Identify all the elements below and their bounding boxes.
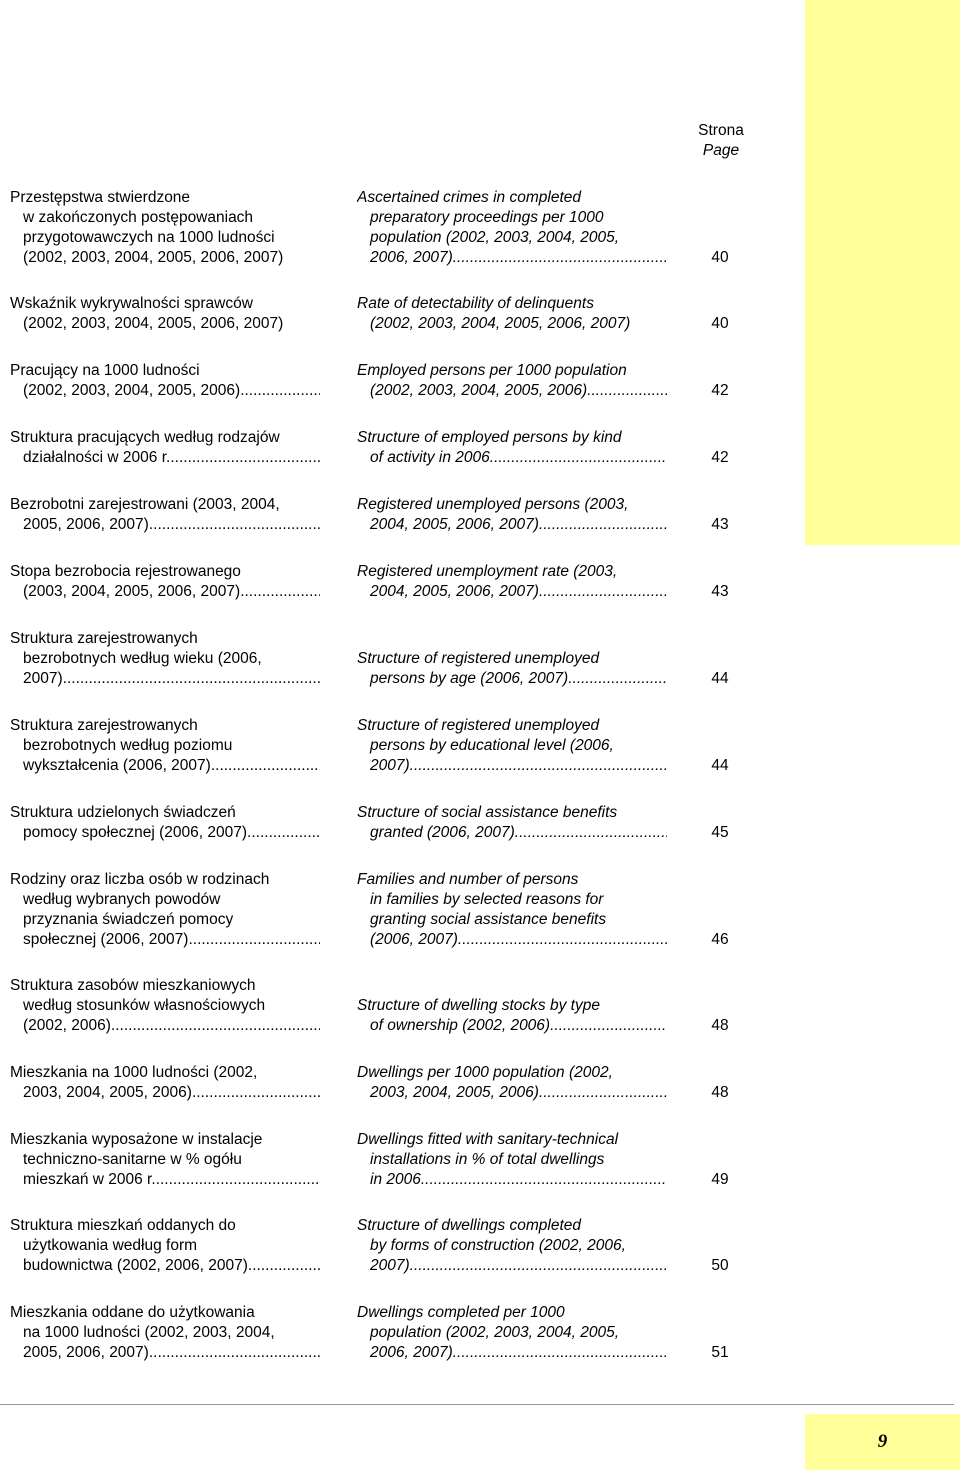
title-line: Mieszkania oddane do użytkowania xyxy=(10,1304,255,1321)
title-line: (2002, 2003, 2004, 2005, 2006, 2007) xyxy=(23,315,284,332)
page-ref: 43 xyxy=(711,583,729,600)
title-line: Rate of detectability of delinquents xyxy=(357,295,594,312)
polish-title xyxy=(10,495,320,535)
english-title xyxy=(357,495,667,535)
page-number-box xyxy=(805,1414,960,1470)
title-line: mieszkań w 2006 r. ..... xyxy=(10,1170,320,1190)
english-title xyxy=(357,803,667,843)
header-strona: Strona xyxy=(698,122,744,139)
english-title xyxy=(357,294,667,334)
title-line: przygotowawczych na 1000 ludności xyxy=(23,229,275,246)
title-line: (2002, 2006) ..... xyxy=(10,1016,320,1036)
polish-title xyxy=(10,629,320,689)
title-line: działalności w 2006 r. ..... xyxy=(10,448,320,468)
title-line: Struktura mieszkań oddanych do xyxy=(10,1217,236,1234)
title-line: techniczno-sanitarne w % ogółu xyxy=(23,1151,242,1168)
page-ref: 48 xyxy=(711,1017,729,1034)
polish-title xyxy=(10,294,320,334)
polish-title xyxy=(10,361,320,401)
title-line: w zakończonych postępowaniach xyxy=(23,209,254,226)
title-line: według wybranych powodów xyxy=(23,891,221,908)
title-line: 2007) ..... xyxy=(357,756,667,776)
page-ref: 49 xyxy=(711,1171,729,1188)
polish-title xyxy=(10,188,320,268)
english-title xyxy=(357,562,667,602)
title-line: społecznej (2006, 2007) ..... xyxy=(10,930,320,950)
title-line: 2003, 2004, 2005, 2006) ..... xyxy=(10,1083,320,1103)
title-line: 2005, 2006, 2007) ..... xyxy=(10,515,320,535)
page-ref: 44 xyxy=(711,757,729,774)
english-title xyxy=(357,188,667,268)
english-title xyxy=(357,976,667,1036)
polish-title xyxy=(10,976,320,1036)
page-ref: 42 xyxy=(711,382,729,399)
title-line: Mieszkania wyposażone w instalacje xyxy=(10,1131,263,1148)
title-line: persons by age (2006, 2007) ..... xyxy=(357,669,667,689)
title-line: Ascertained crimes in completed xyxy=(357,189,581,206)
title-line: 2006, 2007) ..... xyxy=(357,1343,667,1363)
title-line: Families and number of persons xyxy=(357,871,579,888)
title-line: użytkowania według form xyxy=(23,1237,198,1254)
title-line: population (2002, 2003, 2004, 2005, xyxy=(370,1324,620,1341)
title-line: Bezrobotni zarejestrowani (2003, 2004, xyxy=(10,496,280,513)
polish-title xyxy=(10,562,320,602)
english-title xyxy=(357,1216,667,1276)
title-line: population (2002, 2003, 2004, 2005, xyxy=(370,229,620,246)
polish-title xyxy=(10,803,320,843)
title-line: Structure of dwelling stocks by type xyxy=(357,997,600,1014)
title-line: Wskaźnik wykrywalności sprawców xyxy=(10,295,253,312)
title-line: installations in % of total dwellings xyxy=(370,1151,605,1168)
bottom-rule xyxy=(0,1404,954,1405)
title-line: 2004, 2005, 2006, 2007) ..... xyxy=(357,582,667,602)
title-line: Structure of social assistance benefits xyxy=(357,804,618,821)
title-line: persons by educational level (2006, xyxy=(370,737,614,754)
page-ref: 42 xyxy=(711,449,729,466)
title-line: Dwellings per 1000 population (2002, xyxy=(357,1064,613,1081)
page-column-header xyxy=(680,121,762,161)
page-number: 9 xyxy=(877,1431,888,1452)
polish-title xyxy=(10,1303,320,1363)
title-line: bezrobotnych według wieku (2006, xyxy=(23,650,262,667)
page-ref: 40 xyxy=(711,315,729,332)
english-title xyxy=(357,870,667,950)
title-line: (2003, 2004, 2005, 2006, 2007) ..... xyxy=(10,582,320,602)
title-line: of ownership (2002, 2006) ..... xyxy=(357,1016,667,1036)
polish-title xyxy=(10,1130,320,1190)
polish-title xyxy=(10,428,320,468)
header-page: Page xyxy=(702,142,740,159)
title-line: Structure of employed persons by kind xyxy=(357,429,622,446)
title-line: Stopa bezrobocia rejestrowanego xyxy=(10,563,241,580)
title-line: Struktura zarejestrowanych xyxy=(10,717,198,734)
english-title xyxy=(357,428,667,468)
title-line: (2002, 2003, 2004, 2005, 2006, 2007) xyxy=(370,315,631,332)
title-line: preparatory proceedings per 1000 xyxy=(370,209,604,226)
title-line: 2007) ..... xyxy=(10,669,320,689)
english-title xyxy=(357,629,667,689)
title-line: granted (2006, 2007) ..... xyxy=(357,823,667,843)
title-line: Przestępstwa stwierdzone xyxy=(10,189,191,206)
title-line: wykształcenia (2006, 2007) ..... xyxy=(10,756,320,776)
title-line: według stosunków własnościowych xyxy=(23,997,266,1014)
title-line: 2006, 2007) ..... xyxy=(357,248,667,268)
title-line: in families by selected reasons for xyxy=(370,891,604,908)
page-ref: 48 xyxy=(711,1084,729,1101)
polish-title xyxy=(10,1216,320,1276)
title-line: 2005, 2006, 2007) ..... xyxy=(10,1343,320,1363)
title-line: granting social assistance benefits xyxy=(370,911,607,928)
title-line: Struktura zasobów mieszkaniowych xyxy=(10,977,256,994)
title-line xyxy=(357,629,667,649)
polish-title xyxy=(10,716,320,776)
title-line: Structure of dwellings completed xyxy=(357,1217,582,1234)
title-line: bezrobotnych według poziomu xyxy=(23,737,233,754)
title-line: budownictwa (2002, 2006, 2007) ..... xyxy=(10,1256,320,1276)
title-line: Dwellings fitted with sanitary-technical xyxy=(357,1131,619,1148)
title-line: pomocy społecznej (2006, 2007) ..... xyxy=(10,823,320,843)
title-line: na 1000 ludności (2002, 2003, 2004, xyxy=(23,1324,275,1341)
title-line: (2006, 2007) ..... xyxy=(357,930,667,950)
page-ref: 46 xyxy=(711,931,729,948)
title-line: 2003, 2004, 2005, 2006) ..... xyxy=(357,1083,667,1103)
english-title xyxy=(357,1063,667,1103)
title-line: Mieszkania na 1000 ludności (2002, xyxy=(10,1064,258,1081)
title-line: (2002, 2003, 2004, 2005, 2006) ..... xyxy=(10,381,320,401)
page-ref: 50 xyxy=(711,1257,729,1274)
title-line: by forms of construction (2002, 2006, xyxy=(370,1237,626,1254)
title-line: Rodziny oraz liczba osób w rodzinach xyxy=(10,871,270,888)
title-line: (2002, 2003, 2004, 2005, 2006, 2007) xyxy=(23,249,284,266)
title-line: Pracujący na 1000 ludności xyxy=(10,362,200,379)
english-title xyxy=(357,361,667,401)
title-line: Dwellings completed per 1000 xyxy=(357,1304,565,1321)
title-line: Registered unemployment rate (2003, xyxy=(357,563,618,580)
title-line: Registered unemployed persons (2003, xyxy=(357,496,629,513)
page-ref: 51 xyxy=(711,1344,729,1361)
title-line: 2004, 2005, 2006, 2007) ..... xyxy=(357,515,667,535)
title-line: Struktura zarejestrowanych xyxy=(10,630,198,647)
title-line: of activity in 2006 ..... xyxy=(357,448,667,468)
page-ref: 43 xyxy=(711,516,729,533)
polish-title xyxy=(10,870,320,950)
page-ref: 44 xyxy=(711,670,729,687)
page-ref: 45 xyxy=(711,824,729,841)
title-line: Struktura udzielonych świadczeń xyxy=(10,804,236,821)
english-title xyxy=(357,1130,667,1190)
title-line: Structure of registered unemployed xyxy=(357,717,600,734)
english-title xyxy=(357,1303,667,1363)
title-line: Struktura pracujących według rodzajów xyxy=(10,429,280,446)
title-line: Structure of registered unemployed xyxy=(357,650,600,667)
yellow-margin-band xyxy=(805,0,960,545)
english-title xyxy=(357,716,667,776)
title-line: in 2006 ..... xyxy=(357,1170,667,1190)
title-line: 2007) ..... xyxy=(357,1256,667,1276)
title-line: Employed persons per 1000 population xyxy=(357,362,627,379)
page-ref: 40 xyxy=(711,249,729,266)
polish-title xyxy=(10,1063,320,1103)
title-line xyxy=(357,976,667,996)
title-line: przyznania świadczeń pomocy xyxy=(23,911,234,928)
title-line: (2002, 2003, 2004, 2005, 2006) ..... xyxy=(357,381,667,401)
